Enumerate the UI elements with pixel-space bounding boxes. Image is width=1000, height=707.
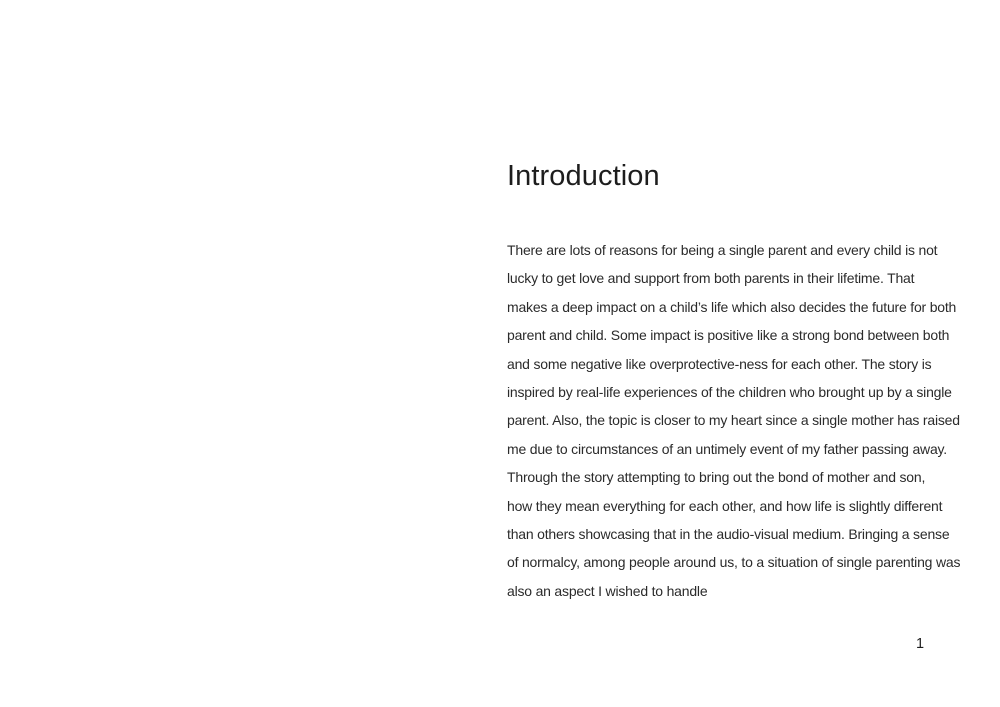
body-line: and some negative like overprotective-ness for each other. The story is xyxy=(507,355,932,372)
body-paragraph xyxy=(507,236,960,605)
body-line: than others showcasing that in the audio-visual medium. Bringing a sense xyxy=(507,526,950,543)
body-line: Through the story attempting to bring out the bond of mother and son, xyxy=(507,469,926,486)
body-line: parent. Also, the topic is closer to my heart since a single mother has raised xyxy=(507,412,960,429)
body-line: me due to circumstances of an untimely event of my father passing away. xyxy=(507,440,947,457)
body-line: also an aspect I wished to handle xyxy=(507,582,708,599)
page-number: 1 xyxy=(915,636,925,652)
body-line: makes a deep impact on a child’s life which also decides the future for both xyxy=(507,298,957,315)
body-line: There are lots of reasons for being a single parent and every child is not xyxy=(507,242,938,258)
body-line: how they mean everything for each other, and how life is slightly different xyxy=(507,497,943,514)
body-line: parent and child. Some impact is positive like a strong bond between both xyxy=(507,327,950,344)
body-line: inspired by real-life experiences of the children who brought up by a single xyxy=(507,384,952,401)
body-line: lucky to get love and support from both parents in their lifetime. That xyxy=(507,270,915,287)
body-line: of normalcy, among people around us, to a situation of single parenting was xyxy=(507,554,961,571)
page-title: Introduction xyxy=(507,160,660,192)
